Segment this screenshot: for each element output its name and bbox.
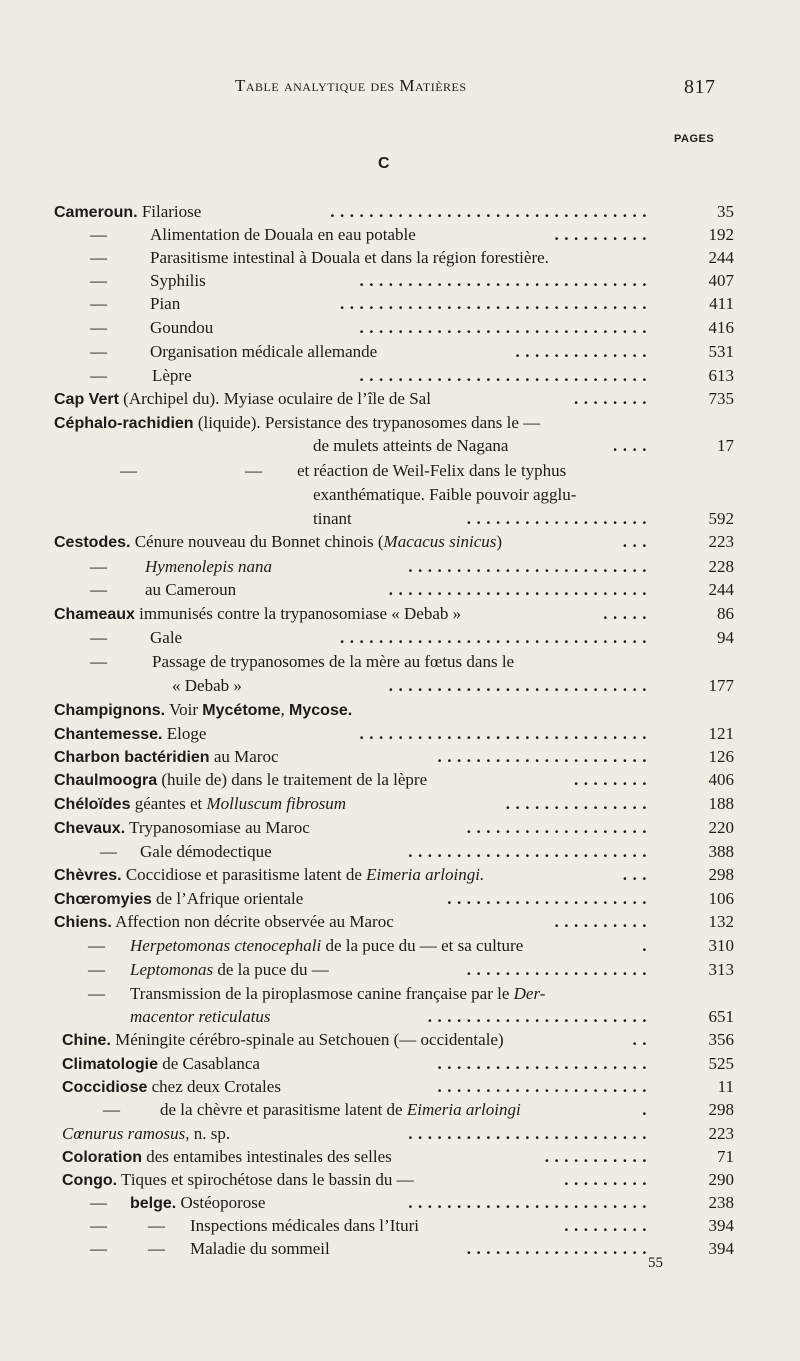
- entry-text: Pian: [150, 294, 181, 313]
- page-ref: 310: [708, 936, 734, 955]
- dot-leader: ..............................: [359, 318, 652, 337]
- index-entry: [0, 1191, 800, 1215]
- dot-leader: ...: [622, 865, 652, 884]
- entry-italic: Herpetomonas ctenocephali: [130, 936, 322, 955]
- index-entry: [0, 1145, 800, 1169]
- page-ref: 126: [708, 747, 734, 766]
- index-entry: [0, 1214, 800, 1238]
- index-entry: [0, 722, 800, 746]
- dot-leader: .........: [564, 1170, 652, 1189]
- dot-leader: .......................: [427, 1007, 652, 1026]
- entry-text: Goundou: [150, 318, 214, 337]
- index-entry: [0, 316, 800, 340]
- dot-leader: ...................: [466, 960, 652, 979]
- entry-text: Lèpre: [152, 366, 192, 385]
- entry-heading: Cap Vert: [54, 391, 119, 408]
- index-entry-continuation: [0, 1005, 800, 1029]
- dot-leader: ...............: [505, 794, 652, 813]
- page-ref: 86: [717, 604, 734, 623]
- entry-text: (Archipel du). Myiase oculaire de l’île de Sal: [123, 389, 431, 408]
- index-entry-continuation: [0, 674, 800, 698]
- dot-leader: .........................: [408, 557, 652, 576]
- dash: —: [90, 1216, 107, 1235]
- dash: —: [100, 842, 117, 861]
- page-number: 817: [684, 76, 716, 98]
- dash: —: [90, 557, 107, 576]
- dash: —: [148, 1216, 165, 1235]
- index-entry: [0, 982, 800, 1006]
- page-ref: 244: [708, 580, 734, 599]
- page-ref: 228: [708, 557, 734, 576]
- entry-italic: Cœnurus ramosus,: [62, 1124, 190, 1143]
- dot-leader: .................................: [330, 202, 652, 221]
- page-ref: 106: [708, 889, 734, 908]
- page-ref: 592: [708, 509, 734, 528]
- entry-heading: Climatologie: [62, 1056, 159, 1073]
- entry-text: au Maroc: [213, 747, 279, 766]
- dot-leader: .........................: [408, 842, 652, 861]
- dot-leader: .: [642, 936, 652, 955]
- entry-heading: Chèvres.: [54, 867, 122, 884]
- entry-text: Parasitisme intestinal à Douala et dans la région forestière.: [150, 248, 549, 267]
- entry-italic: macentor reticulatus: [130, 1007, 271, 1026]
- dash: —: [245, 461, 262, 480]
- dot-leader: .........................: [408, 1124, 652, 1143]
- entry-text: (huile de) dans le traitement de la lèpre: [161, 770, 428, 789]
- entry-text: au Cameroun: [145, 580, 237, 599]
- dot-leader: ..............................: [359, 366, 652, 385]
- entry-heading: Céphalo-rachidien: [54, 415, 194, 432]
- entry-italic: Macacus sinicus: [383, 532, 497, 551]
- page-ref: 613: [708, 366, 734, 385]
- entry-text: Affection non décrite observée au Maroc: [115, 912, 394, 931]
- dot-leader: ..........: [554, 225, 652, 244]
- page-ref: 313: [708, 960, 734, 979]
- dot-leader: ...................: [466, 1239, 652, 1258]
- dot-leader: .....................: [447, 889, 652, 908]
- dot-leader: ................................: [340, 294, 652, 313]
- dot-leader: ................................: [340, 628, 652, 647]
- index-entry: [0, 650, 800, 674]
- index-entry: [0, 459, 800, 483]
- page-ref: 188: [708, 794, 734, 813]
- entry-text: Voir: [169, 700, 199, 719]
- entry-italic: Molluscum fibrosum: [206, 794, 347, 813]
- page-ref: 525: [708, 1054, 734, 1073]
- index-entry: [0, 1098, 800, 1122]
- page-ref: 220: [708, 818, 734, 837]
- page-ref: 651: [708, 1007, 734, 1026]
- page-ref: 531: [708, 342, 734, 361]
- index-entry: [0, 1168, 800, 1192]
- dash: —: [120, 461, 137, 480]
- entry-text: de la puce du — et sa culture: [325, 936, 524, 955]
- page-ref: 238: [708, 1193, 734, 1212]
- index-entry-continuation: [0, 434, 800, 458]
- index-entry: [0, 745, 800, 769]
- entry-text: n. sp.: [193, 1124, 231, 1143]
- cross-reference: Mycétome: [202, 702, 281, 719]
- entry-text: et réaction de Weil-Felix dans le typhus: [297, 461, 567, 480]
- dot-leader: ........: [574, 389, 652, 408]
- dash: —: [103, 1100, 120, 1119]
- page-ref: 298: [708, 865, 734, 884]
- entry-italic: Leptomonas: [130, 960, 214, 979]
- entry-italic: Eimeria arloingi: [406, 1100, 521, 1119]
- index-entry: [0, 387, 800, 411]
- page-ref: 406: [708, 770, 734, 789]
- entry-heading: Coloration: [62, 1149, 142, 1166]
- index-entry: [0, 530, 800, 554]
- entry-text: Coccidiose et parasitisme latent de: [125, 865, 362, 884]
- entry-heading: Chevaux.: [54, 820, 126, 837]
- entry-text: Gale démodectique: [140, 842, 272, 861]
- index-entry: [0, 1237, 800, 1261]
- entry-text: chez deux Crotales: [151, 1077, 281, 1096]
- entry-text: Cénure nouveau du Bonnet chinois (: [134, 532, 384, 551]
- entry-text: Transmission de la piroplasmose canine française par le: [130, 984, 510, 1003]
- dash: —: [90, 271, 107, 290]
- page-ref: 17: [717, 436, 734, 455]
- entry-text: des entamibes intestinales des selles: [146, 1147, 392, 1166]
- page-ref: 94: [717, 628, 734, 647]
- entry-text: Maladie du sommeil: [190, 1239, 330, 1258]
- index-entry-continuation: [0, 507, 800, 531]
- dash: —: [90, 342, 107, 361]
- entry-text: de la puce du —: [217, 960, 329, 979]
- entry-heading: belge.: [130, 1195, 177, 1212]
- dot-leader: ........: [574, 770, 652, 789]
- entry-text: ): [496, 532, 503, 551]
- entry-heading: Cestodes.: [54, 534, 131, 551]
- entry-heading: Chaulmoogra: [54, 772, 158, 789]
- dot-leader: ...........................: [388, 676, 652, 695]
- entry-text: Syphilis: [150, 271, 206, 290]
- entry-heading: Cameroun.: [54, 204, 138, 221]
- index-entry: [0, 910, 800, 934]
- entry-heading: Chine.: [62, 1032, 111, 1049]
- index-entry: [0, 1075, 800, 1099]
- entry-text: de la chèvre et parasitisme latent de: [160, 1100, 403, 1119]
- index-entry: [0, 768, 800, 792]
- page-ref: 394: [708, 1239, 734, 1258]
- entry-heading: Chantemesse.: [54, 726, 163, 743]
- dot-leader: ...: [622, 532, 652, 551]
- index-entry: [0, 626, 800, 650]
- entry-text: (liquide). Persistance des trypanosomes dans le —: [197, 413, 541, 432]
- entry-heading: Coccidiose: [62, 1079, 148, 1096]
- page-ref: 394: [708, 1216, 734, 1235]
- index-entry: [0, 840, 800, 864]
- index-entry: [0, 887, 800, 911]
- dash: —: [88, 984, 105, 1003]
- index-entry: [0, 698, 800, 722]
- page-ref: 244: [708, 248, 734, 267]
- index-entry: [0, 1122, 800, 1146]
- dash: —: [88, 936, 105, 955]
- page-ref: 388: [708, 842, 734, 861]
- index-entry: [0, 340, 800, 364]
- entry-heading: Chiens.: [54, 914, 112, 931]
- dot-leader: ......................: [437, 1077, 652, 1096]
- entry-text: exanthématique. Faible pouvoir agglu-: [313, 485, 577, 504]
- dot-leader: ...................: [466, 818, 652, 837]
- entry-text: ,: [280, 700, 285, 719]
- dot-leader: ..............: [515, 342, 652, 361]
- dash: —: [90, 1239, 107, 1258]
- dot-leader: ..: [632, 1030, 652, 1049]
- index-entry: [0, 223, 800, 247]
- index-entry: [0, 863, 800, 887]
- entry-text: Inspections médicales dans l’Ituri: [190, 1216, 419, 1235]
- index-entry: [0, 292, 800, 316]
- page-ref: 177: [708, 676, 734, 695]
- index-entry: [0, 578, 800, 602]
- page-ref: 407: [708, 271, 734, 290]
- page-ref: 11: [717, 1077, 734, 1096]
- entry-text: Passage de trypanosomes de la mère au fœtus dans le: [152, 652, 515, 671]
- section-letter: C: [378, 155, 390, 172]
- index-entry: [0, 958, 800, 982]
- entry-heading: Champignons.: [54, 702, 166, 719]
- entry-text: Ostéoporose: [180, 1193, 266, 1212]
- entry-text: immunisés contre la trypanosomiase « Debab »: [139, 604, 462, 623]
- entry-text: Gale: [150, 628, 183, 647]
- dash: —: [90, 1193, 107, 1212]
- page-ref: 223: [708, 1124, 734, 1143]
- dash: —: [90, 652, 107, 671]
- entry-heading: Chéloïdes: [54, 796, 131, 813]
- dash: —: [90, 225, 107, 244]
- dot-leader: ..............................: [359, 271, 652, 290]
- entry-text: Organisation médicale allemande: [150, 342, 378, 361]
- index-entry: [0, 269, 800, 293]
- index-entry: [0, 411, 800, 435]
- dot-leader: ...................: [466, 509, 652, 528]
- index-entry: [0, 246, 800, 270]
- dot-leader: .: [642, 1100, 652, 1119]
- entry-text: de l’Afrique orientale: [156, 889, 304, 908]
- index-entry: [0, 816, 800, 840]
- dash: —: [90, 580, 107, 599]
- page-ref: 35: [717, 202, 734, 221]
- dot-leader: ..........: [554, 912, 652, 931]
- entry-italic: Hymenolepis nana: [145, 557, 273, 576]
- index-entry-continuation: [0, 483, 800, 507]
- entry-italic: Eimeria arloingi.: [366, 865, 485, 884]
- index-entry: [0, 792, 800, 816]
- page-ref: 411: [709, 294, 734, 313]
- dot-leader: ......................: [437, 747, 652, 766]
- entry-text: géantes et: [134, 794, 203, 813]
- entry-text: Méningite cérébro-spinale au Setchouen (— occidentale): [115, 1030, 504, 1049]
- entry-text: « Debab »: [172, 676, 242, 695]
- index-entry: [0, 555, 800, 579]
- page-ref: 223: [708, 532, 734, 551]
- entry-text: tinant: [313, 509, 352, 528]
- index-entry: [0, 1052, 800, 1076]
- index-entry: [0, 602, 800, 626]
- entry-text: Filariose: [141, 202, 202, 221]
- page-ref: 290: [708, 1170, 734, 1189]
- page-ref: 298: [708, 1100, 734, 1119]
- entry-text: Tiques et spirochétose dans le bassin du —: [121, 1170, 414, 1189]
- entry-text: de mulets atteints de Nagana: [313, 436, 509, 455]
- dash: —: [90, 366, 107, 385]
- page-ref: 416: [708, 318, 734, 337]
- entry-heading: Chœromyies: [54, 891, 152, 908]
- dot-leader: ..............................: [359, 724, 652, 743]
- dash: —: [90, 294, 107, 313]
- index-entry: [0, 1028, 800, 1052]
- entry-heading: Charbon bactéridien: [54, 749, 210, 766]
- cross-reference: Mycose.: [289, 702, 353, 719]
- page-ref: 356: [708, 1030, 734, 1049]
- dot-leader: ......................: [437, 1054, 652, 1073]
- dash: —: [148, 1239, 165, 1258]
- entry-text: de Casablanca: [162, 1054, 260, 1073]
- dash: —: [88, 960, 105, 979]
- signature-mark: 55: [648, 1255, 663, 1271]
- page-ref: 71: [717, 1147, 734, 1166]
- entry-text: Eloge: [166, 724, 207, 743]
- entry-heading: Chameaux: [54, 606, 135, 623]
- pages-column-label: PAGES: [674, 133, 715, 145]
- index-entry: [0, 934, 800, 958]
- running-title: Table analytique des Matières: [235, 76, 467, 95]
- index-entry: [0, 364, 800, 388]
- entry-text: Trypanosomiase au Maroc: [129, 818, 310, 837]
- dot-leader: .........: [564, 1216, 652, 1235]
- dash: —: [90, 628, 107, 647]
- page-ref: 735: [708, 389, 734, 408]
- dot-leader: ....: [613, 436, 652, 455]
- dot-leader: ...........: [544, 1147, 652, 1166]
- index-entry: [0, 200, 800, 224]
- dash: —: [90, 248, 107, 267]
- page-ref: 132: [708, 912, 734, 931]
- entry-heading: Congo.: [62, 1172, 118, 1189]
- entry-italic: Der-: [513, 984, 546, 1003]
- page-ref: 192: [708, 225, 734, 244]
- page-ref: 121: [708, 724, 734, 743]
- dot-leader: .........................: [408, 1193, 652, 1212]
- dot-leader: .....: [603, 604, 652, 623]
- dot-leader: ...........................: [388, 580, 652, 599]
- entry-text: Alimentation de Douala en eau potable: [150, 225, 416, 244]
- dash: —: [90, 318, 107, 337]
